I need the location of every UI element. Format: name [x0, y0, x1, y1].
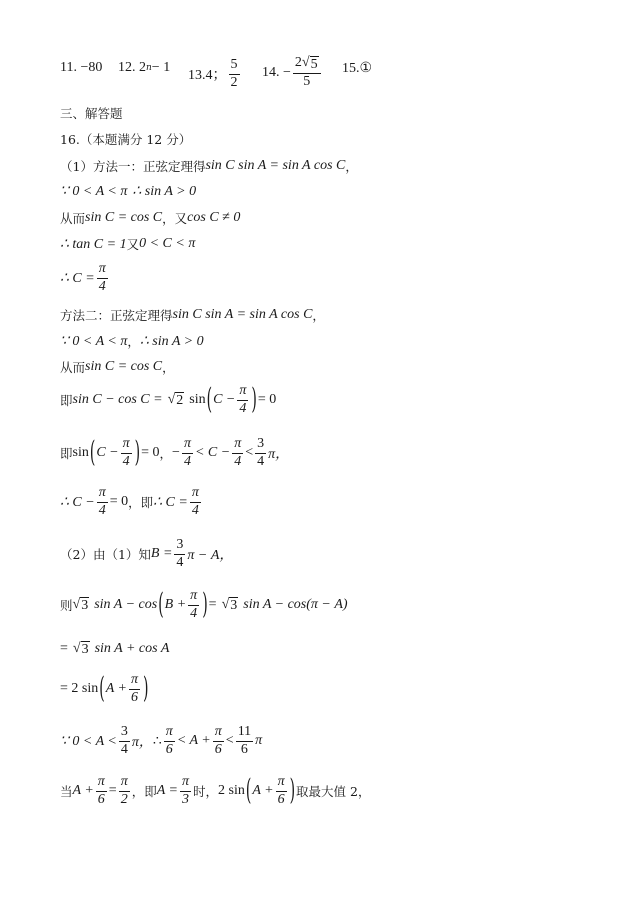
fraction: $\frac{\pi}{4}$ [234, 436, 242, 469]
part2-line6: 当 A + $\frac{\pi}{6}$ = $\frac{\pi}{2}$ ，即 A = $\frac{\pi}{3}$ 时， 2 sin ( A + $\frac{\pi}{6}$ ) 取最大值 2， [60, 774, 371, 808]
fraction: $\frac{\pi}{6}$ [130, 672, 138, 705]
method2-line5: 即 sin ( C − $\frac{\pi}{4}$ ) = 0 ， − $\frac{\pi}{4}$ < C − $\frac{\pi}{4}$ < $\frac{3}{4}$ π， [60, 436, 290, 470]
fraction: $\frac{\pi}{6}$ [214, 724, 222, 757]
answer-11: 11. −80 [60, 60, 103, 75]
answer-15: 15.① [342, 61, 373, 76]
fraction: $\frac{\pi}{4}$ [122, 436, 130, 469]
method1-line3: 从而 sin C = cos C ，又 cos C ≠ 0 [60, 210, 241, 226]
method1-line5: ∴ C = $\frac{\pi}{4}$ [60, 261, 106, 294]
part2-line1: （2）由（1）知 B = $\frac{3}{4}$ π − A， [60, 537, 234, 570]
method1-line1: （1）方法一：正弦定理得 sin C sin A = sin A cos C ， [60, 158, 358, 174]
fraction: $\frac{\pi}{6}$ [97, 774, 105, 807]
fraction: $\frac{5}{2}$ [230, 57, 238, 90]
method2-line2: ∵ 0 < A < π ， ∴ sin A > 0 [60, 333, 204, 349]
section-title: 三、解答题 [60, 106, 123, 121]
fraction: $\frac{3}{4}$ [176, 537, 184, 570]
fraction: $\frac{11}{6}$ [237, 724, 252, 757]
fraction: $\frac{\pi}{4}$ [98, 485, 106, 518]
fraction: $\frac{\pi}{3}$ [181, 774, 189, 807]
method1-line4: ∴ tan C = 1 又 0 < C < π [60, 236, 196, 252]
fraction: $\frac{\pi}{4}$ [239, 383, 247, 416]
part2-line3: = √ 3 sin A + cos A [60, 641, 170, 657]
fraction: $\frac{3}{4}$ [120, 724, 128, 757]
method2-line3: 从而 sin C = cos C ， [60, 359, 175, 375]
fraction: 2 √ 5 5 [293, 56, 321, 90]
method2-line6: ∴ C − $\frac{\pi}{4}$ = 0 ，即 ∴ C = $\frac{\pi}{4}$ [60, 485, 199, 518]
answer-12: 12. 2 n − 1 [118, 60, 171, 75]
method2-line4: 即 sin C − cos C = √ 2 sin ( C − $\frac{\pi}{4}$ ) = 0 [60, 383, 277, 417]
part2-line2: 则 √ 3 sin A − cos ( B + $\frac{\pi}{4}$ ) = √ 3 sin A − cos(π − A) [60, 588, 348, 622]
answer-13: 13.4； $\frac{5}{2}$ [188, 57, 238, 90]
part2-line5: ∵ 0 < A < $\frac{3}{4}$ π， ∴ $\frac{\pi}{6}$ < A + $\frac{\pi}{6}$ < $\frac{11}{6}$ π [60, 724, 263, 757]
fraction: $\frac{\pi}{6}$ [165, 724, 173, 757]
part2-line4: = 2 sin ( A + $\frac{\pi}{6}$ ) [60, 672, 149, 706]
method2-line1: 方法二：正弦定理得 sin C sin A = sin A cos C ， [60, 307, 325, 323]
answer-14: 14. − 2 √ 5 5 [262, 56, 323, 90]
fraction: $\frac{\pi}{4}$ [190, 588, 198, 621]
fraction: $\frac{\pi}{4}$ [191, 485, 199, 518]
fraction: $\frac{\pi}{2}$ [120, 774, 128, 807]
fraction: $\frac{\pi}{4}$ [98, 261, 106, 294]
problem-title: 16.（本题满分 12 分） [60, 132, 192, 147]
method1-line2: ∵ 0 < A < π ∴ sin A > 0 [60, 184, 197, 199]
fraction: $\frac{\pi}{6}$ [277, 774, 285, 807]
fraction: $\frac{\pi}{4}$ [183, 436, 191, 469]
fraction: $\frac{3}{4}$ [257, 436, 265, 469]
